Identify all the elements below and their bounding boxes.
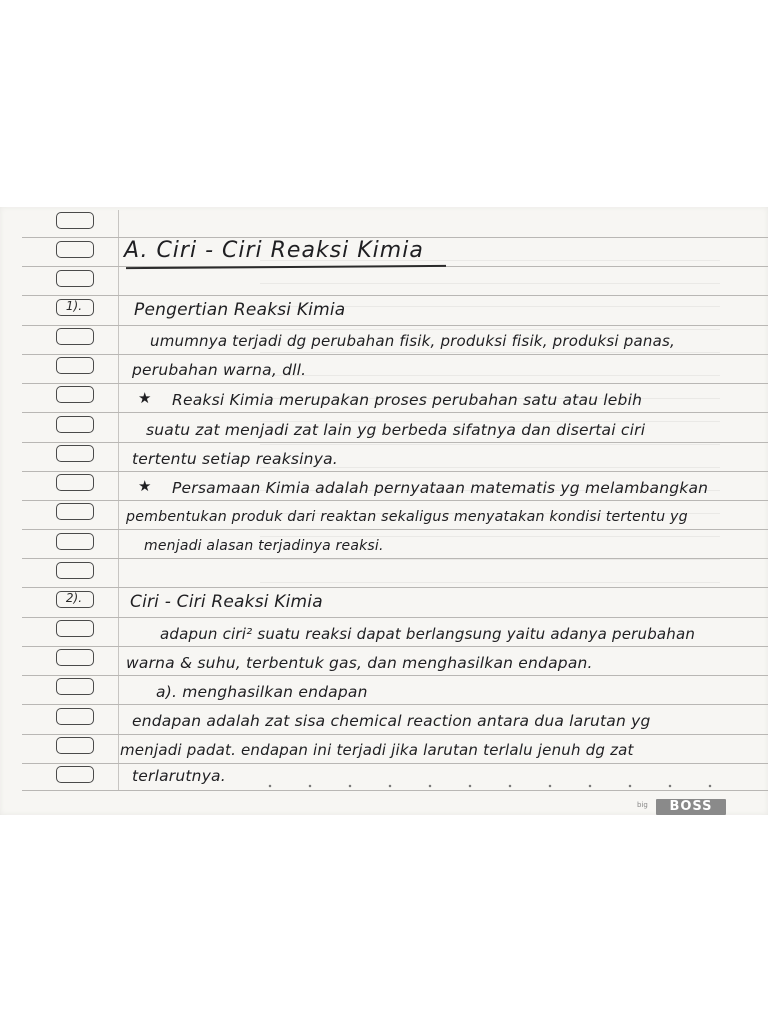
section-number-2: 2). (65, 591, 83, 605)
page-title: A. Ciri - Ciri Reaksi Kimia (124, 238, 424, 263)
ruled-line (22, 558, 768, 559)
section1-line: umumnya terjadi dg perubahan fisik, produksi fisik, produksi panas, (150, 332, 675, 350)
section2-heading: Ciri - Ciri Reaksi Kimia (130, 592, 323, 612)
ruled-line (22, 471, 768, 472)
ruled-line (22, 704, 768, 705)
section-number-1: 1). (65, 299, 83, 313)
margin-box (56, 241, 94, 258)
section1-line: perubahan warna, dll. (132, 361, 307, 379)
ruled-line (22, 790, 768, 791)
ruled-line (22, 354, 768, 355)
section1-line: pembentukan produk dari reaktan sekaligus menyatakan kondisi tertentu yg (126, 509, 688, 525)
section2-line: terlarutnya. (132, 767, 226, 785)
section1-line: tertentu setiap reaksinya. (132, 450, 338, 468)
brand-logo: BOSS (656, 799, 726, 815)
margin-box (56, 416, 94, 433)
margin-box (56, 533, 94, 550)
margin-box (56, 212, 94, 229)
ruled-line (22, 442, 768, 443)
section1-line: Persamaan Kimia adalah pernyataan matematis yg melambangkan (172, 479, 709, 497)
margin-box (56, 474, 94, 491)
margin-box (56, 562, 94, 579)
ruled-line (22, 763, 768, 764)
section2-line: adapun ciri² suatu reaksi dapat berlangsung yaitu adanya perubahan (160, 625, 696, 643)
margin-box (56, 445, 94, 462)
section1-line: menjadi alasan terjadinya reaksi. (144, 538, 384, 554)
star-icon: ★ (138, 477, 152, 495)
ruled-line (22, 646, 768, 647)
margin-box (56, 737, 94, 754)
section2-line: endapan adalah zat sisa chemical reaction antara dua larutan yg (132, 712, 651, 730)
ruled-line (22, 500, 768, 501)
star-icon: ★ (138, 389, 152, 407)
logo-prefix: big (637, 801, 648, 809)
margin-box (56, 270, 94, 287)
ruled-line (22, 529, 768, 530)
margin-box (56, 649, 94, 666)
margin-box (56, 503, 94, 520)
margin-box (56, 678, 94, 695)
ruled-line (22, 412, 768, 413)
margin-box (56, 766, 94, 783)
bottom-dots (250, 783, 730, 789)
ruled-line (22, 734, 768, 735)
section2-subheading: a). menghasilkan endapan (156, 683, 368, 701)
ruled-line (22, 587, 768, 588)
section2-line: warna & suhu, terbentuk gas, dan menghasilkan endapan. (126, 654, 593, 672)
section1-line: suatu zat menjadi zat lain yg berbeda sifatnya dan disertai ciri (146, 421, 646, 439)
section1-line: Reaksi Kimia merupakan proses perubahan satu atau lebih (172, 391, 643, 409)
margin-box (56, 386, 94, 403)
ruled-line (22, 325, 768, 326)
margin-box (56, 708, 94, 725)
ruled-line (22, 675, 768, 676)
section2-line: menjadi padat. endapan ini terjadi jika larutan terlalu jenuh dg zat (120, 741, 634, 759)
margin-box (56, 620, 94, 637)
ruled-line (22, 617, 768, 618)
margin-box (56, 357, 94, 374)
section1-heading: Pengertian Reaksi Kimia (134, 300, 346, 320)
ruled-line (22, 295, 768, 296)
ruled-line (22, 383, 768, 384)
margin-box (56, 328, 94, 345)
